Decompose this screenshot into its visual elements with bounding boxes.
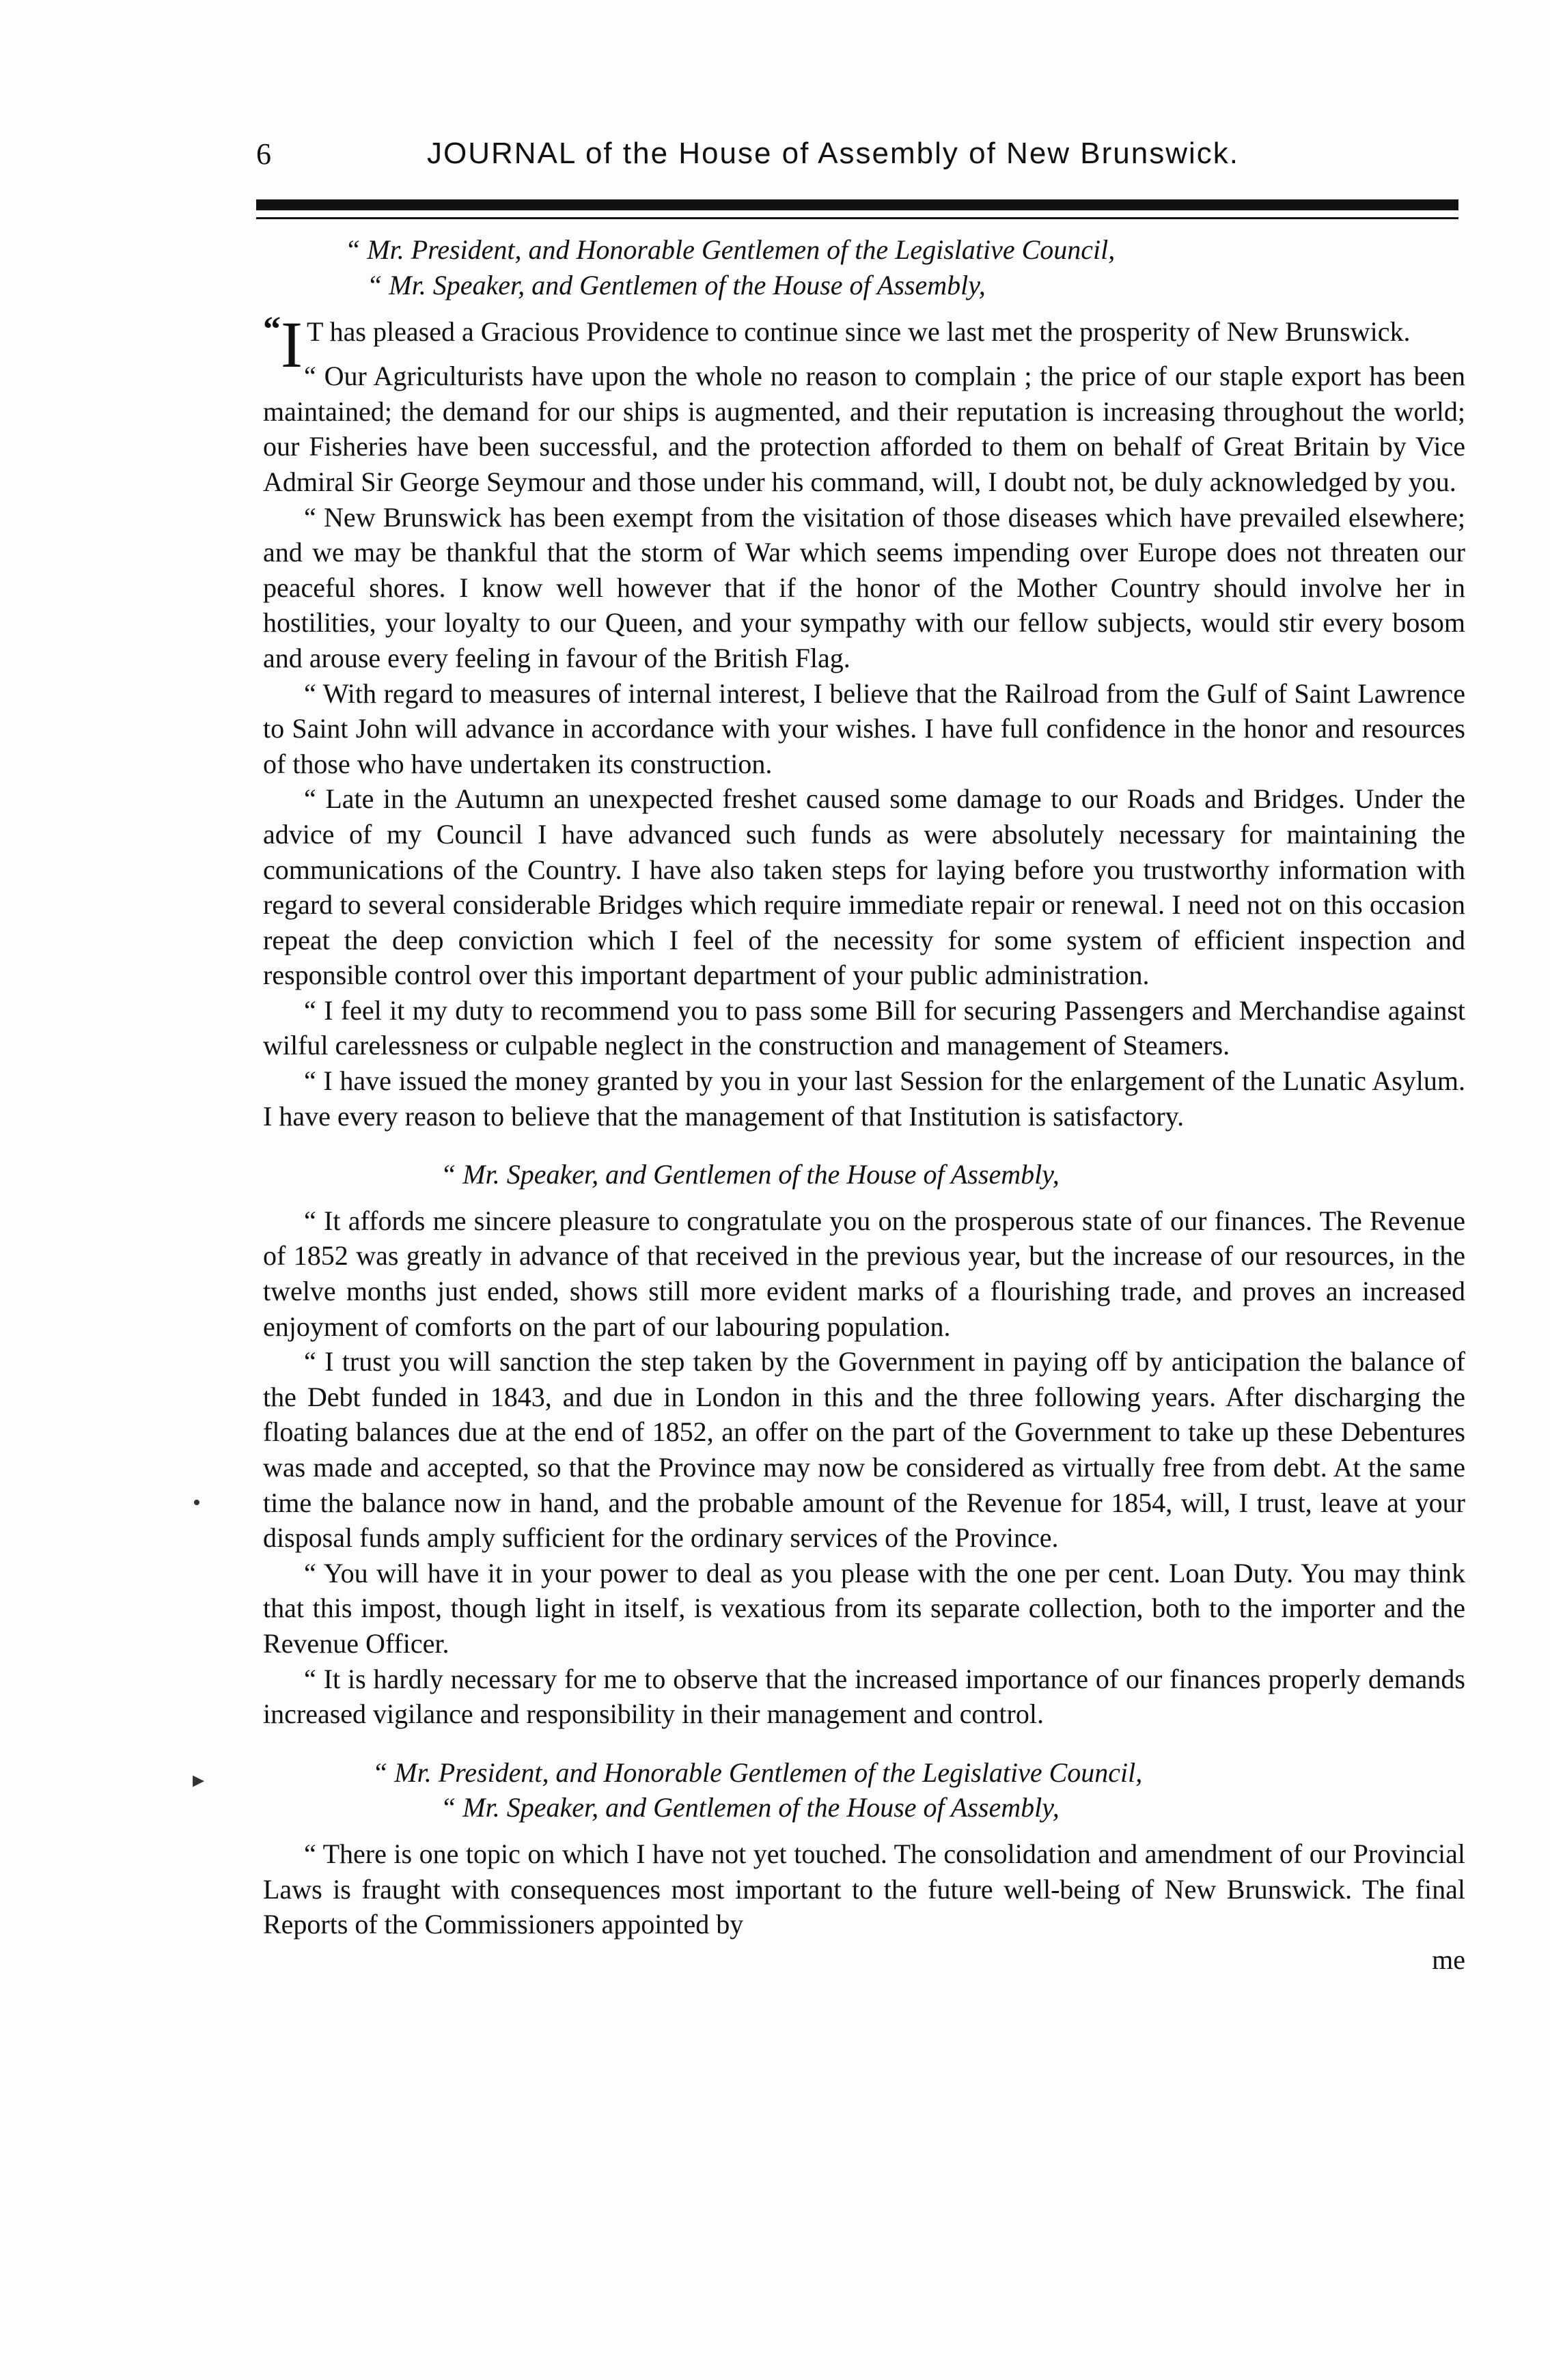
paragraph: “ There is one topic on which I have not yet touched. The consolidation and amendment of our Provincial Laws is fraught with consequences most important to the future well-being of New Brunswick. The final Reports of the Commissioners appointed by xyxy=(263,1838,1465,1940)
paragraph: “ Our Agriculturists have upon the whole no reason to complain ; the price of our staple export has been maintained; the demand for our ships is augmented, and their reputation is increasing throughout the world; our Fisheries have been successful, and the protection afforded to them on behalf of Great Britain by Vice Admiral Sir George Seymour and those under his command, will, I doubt not, be duly acknowledged by you. xyxy=(263,361,1465,497)
paragraph: “ New Brunswick has been exempt from the visitation of those diseases which have prevailed elsewhere; and we may be thankful that the storm of War which seems impending over Europe does not threaten our peaceful shores. I know well however that if the honor of the Mother Country should involve her in hostilities, your loyalty to our Queen, and your sympathy with our fellow subjects, would stir every bosom and arouse every feeling in favour of the British Flag. xyxy=(263,501,1465,673)
salutation-line: “ Mr. President, and Honorable Gentlemen of the Legislative Council, xyxy=(372,1756,1143,1788)
opening-text: T has pleased a Gracious Providence to continue since we last met the prosperity of New Brunswick. xyxy=(306,316,1411,348)
salutation-line: “ Mr. President, and Honorable Gentlemen of the Legislative Council, xyxy=(345,234,1116,265)
margin-mark: ▸ xyxy=(193,1767,205,1793)
running-head xyxy=(256,137,1458,184)
margin-mark: • xyxy=(193,1490,201,1515)
paragraph: “ It is hardly necessary for me to observe that the increased importance of our finances properly demands increased vigilance and responsibility in their management and control. xyxy=(263,1663,1465,1730)
paragraph: “ It affords me sincere pleasure to congratulate you on the prosperous state of our finances. The Revenue of 1852 was greatly in advance of that received in the previous year, but the increase of our resources, in the twelve months just ended, shows still more evident marks of a flourishing trade, and proves an increased enjoyment of comforts on the part of our labouring population. xyxy=(263,1205,1465,1342)
paragraph: “ You will have it in your power to deal as you please with the one per cent. Loan Duty. You may think that this impost, though light in itself, is vexatious from its separate collection, both to the importer and the Revenue Officer. xyxy=(263,1557,1465,1659)
catchword: me xyxy=(1432,1944,1465,1975)
opening-paragraph xyxy=(263,308,1465,382)
paragraph: “ I feel it my duty to recommend you to pass some Bill for securing Passengers and Merchandise against wilful carelessness or culpable neglect in the construction and management of Steamers. xyxy=(263,994,1465,1061)
page-number: 6 xyxy=(256,137,271,171)
paragraph: “ I trust you will sanction the step taken by the Government in paying off by anticipation the balance of the Debt funded in 1843, and due in London in this and the three following years. After discharging the floating balances due at the end of 1852, an offer on the part of the Government to take up these Debentures was made and accepted, so that the Province may now be considered as virtually free from debt. At the same time the balance now in hand, and the probable amount of the Revenue for 1854, will, I trust, leave at your disposal funds amply sufficient for the ordinary services of the Province. xyxy=(263,1346,1465,1554)
drop-cap: I xyxy=(281,308,303,382)
salutation-line: “ Mr. Speaker, and Gentlemen of the House of Assembly, xyxy=(441,1159,1060,1190)
speech-body xyxy=(263,232,1465,1977)
salutation-line: “ Mr. Speaker, and Gentlemen of the House of Assembly, xyxy=(441,1792,1060,1823)
paragraph: “ With regard to measures of internal interest, I believe that the Railroad from the Gulf of Saint Lawrence to Saint John will advance in accordance with your wishes. I have full confidence in the honor and resources of those who have undertaken its construction. xyxy=(263,677,1465,779)
opening-quote-mark: “ xyxy=(263,310,281,350)
salutation-line: “ Mr. Speaker, and Gentlemen of the House of Assembly, xyxy=(367,269,986,300)
paragraph: “ Late in the Autumn an unexpected freshet caused some damage to our Roads and Bridges. Under the advice of my Council I have advanced such funds as were absolutely necessary for maintaining the communications of the Country. I have also taken steps for laying before you trustworthy information with regard to several considerable Bridges which require immediate repair or renewal. I need not on this occasion repeat the deep conviction which I feel of the necessity for some system of efficient inspection and responsible control over this important department of your public administration. xyxy=(263,783,1465,991)
section-gap xyxy=(263,1825,1465,1836)
section-gap xyxy=(263,1192,1465,1203)
section-gap xyxy=(263,1134,1465,1157)
running-title: JOURNAL of the House of Assembly of New Brunswick. xyxy=(427,137,1239,170)
section-gap xyxy=(263,1732,1465,1755)
header-rule-thin xyxy=(256,217,1458,219)
paragraph: “ I have issued the money granted by you in your last Session for the enlargement of the Lunatic Asylum. I have every reason to believe that the management of that Institution is satisfactory. xyxy=(263,1065,1465,1132)
header-rule-thick xyxy=(256,199,1458,210)
